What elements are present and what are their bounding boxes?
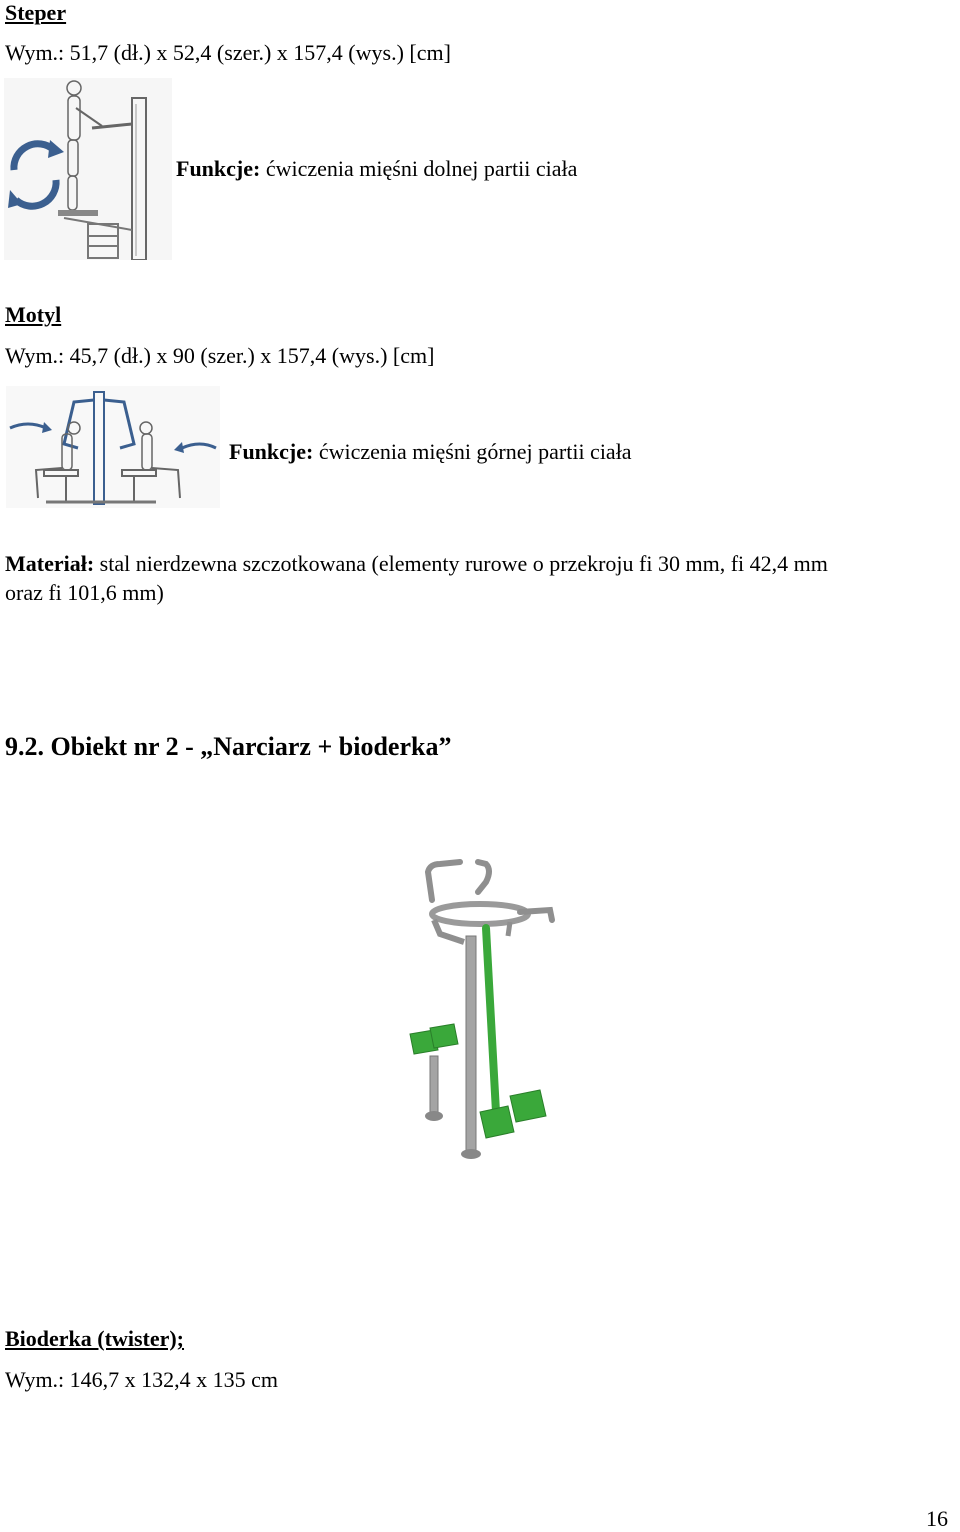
material-line-1 xyxy=(5,551,828,577)
steper-title: Steper xyxy=(5,0,67,25)
bioderka-dimensions: Wym.: 146,7 x 132,4 x 135 cm xyxy=(5,1367,279,1392)
motyl-title: Motyl xyxy=(5,302,62,327)
material-line-2: oraz fi 101,6 mm) xyxy=(5,580,164,605)
material-text: stal nierdzewna szczotkowana (elementy rurowe o przekroju fi 30 mm, fi 42,4 mm xyxy=(94,551,828,576)
motyl-functions xyxy=(229,439,632,465)
motyl-illustration xyxy=(6,386,220,508)
narciarz-bioderka-illustration xyxy=(400,850,560,1170)
page-number: 16 xyxy=(926,1506,948,1531)
steper-functions-text: ćwiczenia mięśni dolnej partii ciała xyxy=(260,156,578,181)
bioderka-title: Bioderka (twister); xyxy=(5,1326,185,1351)
steper-functions-label: Funkcje: xyxy=(176,156,261,181)
motyl-functions-label: Funkcje: xyxy=(229,439,314,464)
steper-illustration xyxy=(4,78,172,260)
material-label: Materiał: xyxy=(5,551,95,576)
motyl-dimensions: Wym.: 45,7 (dł.) x 90 (szer.) x 157,4 (wys.) [cm] xyxy=(5,343,435,368)
section-heading: 9.2. Obiekt nr 2 - „Narciarz + bioderka” xyxy=(5,732,452,761)
steper-functions xyxy=(176,156,577,182)
motyl-functions-text: ćwiczenia mięśni górnej partii ciała xyxy=(313,439,632,464)
steper-dimensions: Wym.: 51,7 (dł.) x 52,4 (szer.) x 157,4 (wys.) [cm] xyxy=(5,40,451,65)
